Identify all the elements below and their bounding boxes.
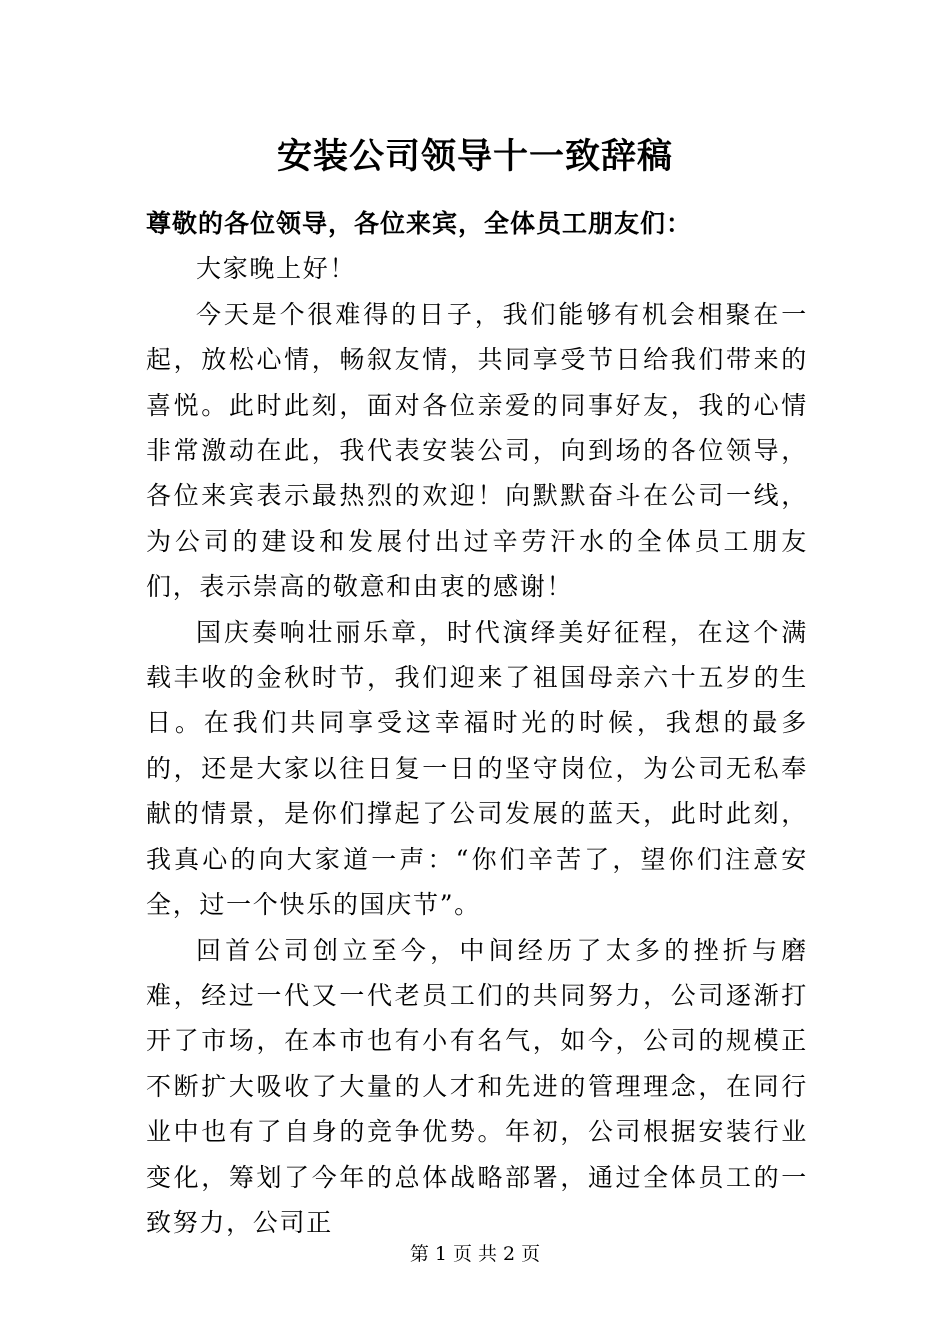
paragraph-2: 今天是个很难得的日子，我们能够有机会相聚在一起，放松心情，畅叙友情，共同享受节日给我们带来的喜悦。此时此刻，面对各位亲爱的同事好友，我的心情非常激动在此，我代表安装公司，向到场的各位领导，各位来宾表示最热烈的欢迎！向默默奋斗在公司一线，为公司的建设和发展付出过辛劳汗水的全体员工朋友们，表示崇高的敬意和由衷的感谢！ <box>146 299 808 602</box>
document-body <box>146 201 808 1245</box>
paragraph-3: 国庆奏响壮丽乐章，时代演绎美好征程，在这个满载丰收的金秋时节，我们迎来了祖国母亲六十五岁的生日。在我们共同享受这幸福时光的时候，我想的最多的，还是大家以往日复一日的坚守岗位，为公司无私奉献的情景，是你们撑起了公司发展的蓝天，此时此刻，我真心的向大家道一声：“你们辛苦了，望你们注意安全，过一个快乐的国庆节”。 <box>146 617 808 920</box>
greeting-line: 尊敬的各位领导，各位来宾，全体员工朋友们： <box>146 209 693 238</box>
page-number-footer: 第 1 页 共 2 页 <box>409 1243 541 1265</box>
paragraph-4: 回首公司创立至今，中间经历了太多的挫折与磨难，经过一代又一代老员工们的共同努力，公司逐渐打开了市场，在本市也有小有名气，如今，公司的规模正不断扩大吸收了大量的人才和先进的管理理念，在同行业中也有了自身的竞争优势。年初，公司根据安装行业变化，筹划了今年的总体战略部署，通过全体员工的一致努力，公司正 <box>146 935 808 1237</box>
document-title: 安装公司领导十一致辞稿 <box>276 136 673 177</box>
paragraph-1: 大家晚上好！ <box>196 254 357 284</box>
